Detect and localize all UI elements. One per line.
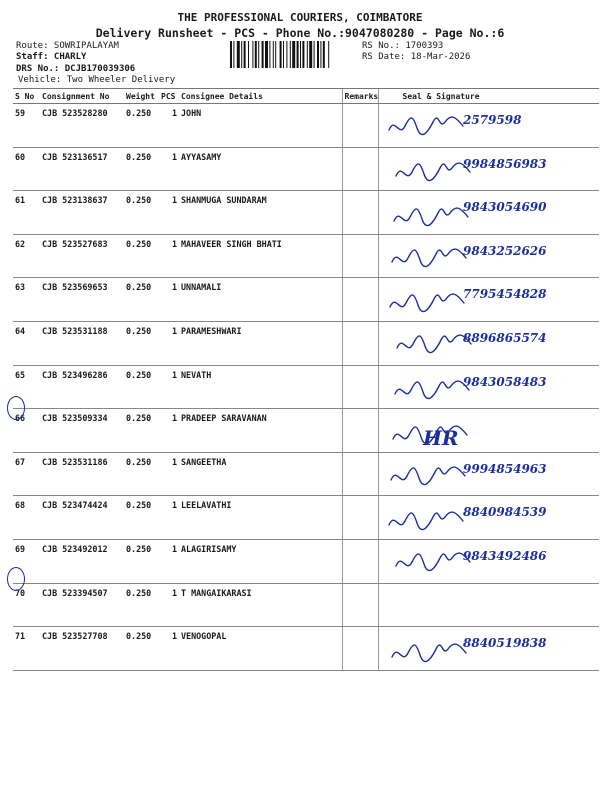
table-row: [13, 234, 599, 278]
handwritten-signature: [383, 148, 598, 196]
cell-sno: 60: [13, 147, 40, 191]
signature-phone-note: 8840984539: [462, 505, 546, 520]
barcode-bar: [317, 41, 319, 68]
signature-phone-note: 2579598: [462, 113, 521, 127]
cell-remarks: [342, 191, 378, 235]
cell-signature: [378, 496, 599, 540]
signature-stroke: [390, 294, 464, 311]
cell-consignee: PRADEEP SARAVANAN: [179, 409, 342, 453]
cell-pcs: 1: [159, 278, 179, 322]
cell-remarks: [342, 409, 378, 453]
drs-number: DRS No.: DCJB170039306: [16, 64, 136, 74]
signature-phone-note: 9843054690: [462, 200, 546, 215]
cell-pcs: 1: [159, 191, 179, 235]
cell-consignment: CJB 523569653: [40, 278, 124, 322]
cell-signature: [378, 539, 599, 583]
table-header: [13, 89, 599, 104]
cell-signature: [378, 278, 599, 322]
barcode-bar: [233, 41, 234, 68]
signature-stroke: [392, 249, 466, 266]
cell-consignment: CJB 523531186: [40, 452, 124, 496]
cell-consignment: CJB 523496286: [40, 365, 124, 409]
barcode-bar: [237, 41, 240, 68]
cell-sno: 70: [13, 583, 40, 627]
cell-remarks: [342, 234, 378, 278]
cell-consignment: CJB 523509334: [40, 409, 124, 453]
cell-sno: 68: [13, 496, 40, 540]
cell-consignee: T MANGAIKARASI: [179, 583, 342, 627]
handwritten-signature: [383, 453, 598, 501]
table-row: [13, 496, 599, 540]
table-row: [13, 321, 599, 365]
cell-weight: 0.250: [124, 321, 159, 365]
cell-remarks: [342, 278, 378, 322]
cell-consignment: CJB 523527683: [40, 234, 124, 278]
cell-consignment: CJB 523474424: [40, 496, 124, 540]
cell-pcs: 1: [159, 147, 179, 191]
cell-weight: 0.250: [124, 104, 159, 148]
signature-phone-note: 9994854963: [462, 461, 546, 476]
cell-weight: 0.250: [124, 278, 159, 322]
handwritten-signature: [383, 104, 598, 152]
signature-stroke: [392, 644, 466, 661]
cell-sno: 64: [13, 321, 40, 365]
cell-consignee: JOHN: [179, 104, 342, 148]
signature-phone-note: 8896865574: [462, 330, 546, 345]
barcode-bar: [286, 41, 287, 68]
cell-weight: 0.250: [124, 234, 159, 278]
table-row: [13, 539, 599, 583]
col-consignee: Consignee Details: [179, 89, 342, 104]
signature-stroke: [397, 335, 471, 352]
cell-pcs: 1: [159, 234, 179, 278]
barcode-bar: [309, 41, 312, 68]
barcode: [230, 41, 356, 68]
table-row: [13, 583, 599, 627]
staff-label: Staff: CHARLY: [16, 52, 87, 62]
table-row: [13, 452, 599, 496]
cell-sno: 71: [13, 627, 40, 671]
col-sno: S No: [13, 89, 40, 104]
signature-stroke: [396, 553, 470, 570]
cell-remarks: [342, 539, 378, 583]
cell-consignee: AYYASAMY: [179, 147, 342, 191]
cell-weight: 0.250: [124, 365, 159, 409]
table-row: [13, 147, 599, 191]
table-row: [13, 191, 599, 235]
cell-remarks: [342, 583, 378, 627]
handwritten-signature: [383, 278, 598, 326]
cell-pcs: 1: [159, 539, 179, 583]
cell-sno: 61: [13, 191, 40, 235]
cell-pcs: 1: [159, 627, 179, 671]
runsheet-table: [13, 88, 599, 671]
cell-sno: 59: [13, 104, 40, 148]
cell-signature: [378, 583, 599, 627]
handwritten-signature: [383, 409, 598, 457]
cell-weight: 0.250: [124, 409, 159, 453]
signature-stroke: [389, 512, 463, 529]
cell-consignment: CJB 523527708: [40, 627, 124, 671]
signature-phone-note: 9843252626: [462, 243, 546, 258]
cell-remarks: [342, 147, 378, 191]
table-row: [13, 409, 599, 453]
handwritten-signature: [383, 627, 598, 675]
cell-weight: 0.250: [124, 539, 159, 583]
cell-sno: 65: [13, 365, 40, 409]
barcode-bar: [275, 41, 276, 68]
barcode-bar: [230, 41, 232, 68]
col-weight: Weight: [124, 89, 159, 104]
col-seal-signature: Seal & Signature: [378, 89, 599, 104]
barcode-bar: [248, 41, 249, 68]
cell-remarks: [342, 627, 378, 671]
barcode-bar: [241, 41, 242, 68]
signature-phone-note: 9984856983: [462, 156, 546, 171]
runsheet-subtitle: Delivery Runsheet - PCS - Phone No.:9047080280 - Page No.:6: [95, 26, 505, 40]
cell-pcs: 1: [159, 496, 179, 540]
cell-consignment: CJB 523492012: [40, 539, 124, 583]
cell-consignment: CJB 523528280: [40, 104, 124, 148]
barcode-bar: [258, 41, 259, 68]
handwritten-signature: [383, 322, 598, 370]
cell-weight: 0.250: [124, 583, 159, 627]
barcode-bar: [290, 41, 291, 68]
cell-signature: [378, 409, 599, 453]
barcode-bar: [265, 41, 268, 68]
cell-consignee: ALAGIRISAMY: [179, 539, 342, 583]
cell-signature: [378, 191, 599, 235]
barcode-bar: [302, 41, 304, 68]
cell-consignment: CJB 523394507: [40, 583, 124, 627]
barcode-bar: [273, 41, 274, 68]
col-consignment: Consignment No: [40, 89, 124, 104]
barcode-bar: [252, 41, 253, 68]
handwritten-signature: [383, 366, 598, 414]
cell-weight: 0.250: [124, 627, 159, 671]
cell-consignee: SHANMUGA SUNDARAM: [179, 191, 342, 235]
cell-weight: 0.250: [124, 191, 159, 235]
cell-sno: 66: [13, 409, 40, 453]
signature-phone-note: 7795454828: [462, 287, 546, 302]
cell-consignee: PARAMESHWARI: [179, 321, 342, 365]
cell-consignment: CJB 523531188: [40, 321, 124, 365]
cell-pcs: 1: [159, 452, 179, 496]
signature-stroke: [391, 467, 465, 484]
barcode-bar: [280, 41, 282, 68]
cell-sno: 63: [13, 278, 40, 322]
cell-sno: 62: [13, 234, 40, 278]
barcode-bar: [283, 41, 284, 68]
barcode-bar: [320, 41, 321, 68]
signature-stroke: [389, 117, 463, 134]
cell-signature: [378, 321, 599, 365]
cell-consignment: CJB 523136517: [40, 147, 124, 191]
cell-signature: [378, 234, 599, 278]
col-remarks: Remarks: [342, 89, 378, 104]
cell-pcs: 1: [159, 104, 179, 148]
cell-sno: 67: [13, 452, 40, 496]
cell-remarks: [342, 104, 378, 148]
vehicle-label: Vehicle: Two Wheeler Delivery: [18, 75, 176, 85]
cell-remarks: [342, 496, 378, 540]
barcode-bar: [262, 41, 264, 68]
signature-phone-note: 8840519838: [462, 636, 546, 651]
cell-signature: [378, 147, 599, 191]
barcode-bar: [269, 41, 270, 68]
cell-weight: 0.250: [124, 452, 159, 496]
handwritten-signature: [383, 540, 598, 588]
handwritten-signature: [383, 191, 598, 239]
cell-pcs: 1: [159, 321, 179, 365]
cell-consignee: LEELAVATHI: [179, 496, 342, 540]
barcode-bar: [255, 41, 257, 68]
cell-remarks: [342, 452, 378, 496]
cell-pcs: 1: [159, 583, 179, 627]
cell-weight: 0.250: [124, 496, 159, 540]
barcode-bar: [323, 41, 325, 68]
cell-weight: 0.250: [124, 147, 159, 191]
cell-consignee: SANGEETHA: [179, 452, 342, 496]
cell-consignee: NEVATH: [179, 365, 342, 409]
company-title: THE PROFESSIONAL COURIERS, COIMBATORE: [177, 11, 423, 24]
cell-signature: [378, 104, 599, 148]
signature-phone-note: 9843492486: [462, 548, 546, 563]
route-label: Route: SOWRIPALAYAM: [16, 41, 119, 51]
table-row: [13, 365, 599, 409]
cell-signature: [378, 452, 599, 496]
barcode-bar: [307, 41, 308, 68]
cell-pcs: 1: [159, 409, 179, 453]
col-pcs: PCS: [159, 89, 179, 104]
cell-remarks: [342, 365, 378, 409]
cell-signature: [378, 627, 599, 671]
handwritten-signature: [383, 496, 598, 544]
table-row: [13, 627, 599, 671]
cell-consignee: MAHAVEER SINGH BHATI: [179, 234, 342, 278]
cell-consignee: UNNAMALI: [179, 278, 342, 322]
table-row: [13, 278, 599, 322]
cell-remarks: [342, 321, 378, 365]
cell-consignee: VENOGOPAL: [179, 627, 342, 671]
cell-consignment: CJB 523138637: [40, 191, 124, 235]
barcode-bar: [328, 41, 329, 68]
handwritten-signature: [383, 235, 598, 283]
signature-phone-note: HR: [422, 426, 459, 451]
rs-number: RS No.: 1700393: [362, 41, 444, 51]
table-row: [13, 104, 599, 148]
barcode-bar: [292, 41, 295, 68]
barcode-bar: [300, 41, 301, 68]
signature-phone-note: 9843058483: [462, 374, 546, 389]
barcode-bar: [244, 41, 246, 68]
cell-pcs: 1: [159, 365, 179, 409]
rs-date: RS Date: 18-Mar-2026: [362, 52, 471, 62]
signature-stroke: [396, 163, 470, 180]
signature-stroke: [394, 208, 468, 225]
signature-stroke: [395, 381, 469, 398]
barcode-bar: [297, 41, 299, 68]
cell-signature: [378, 365, 599, 409]
barcode-bar: [314, 41, 315, 68]
cell-sno: 69: [13, 539, 40, 583]
